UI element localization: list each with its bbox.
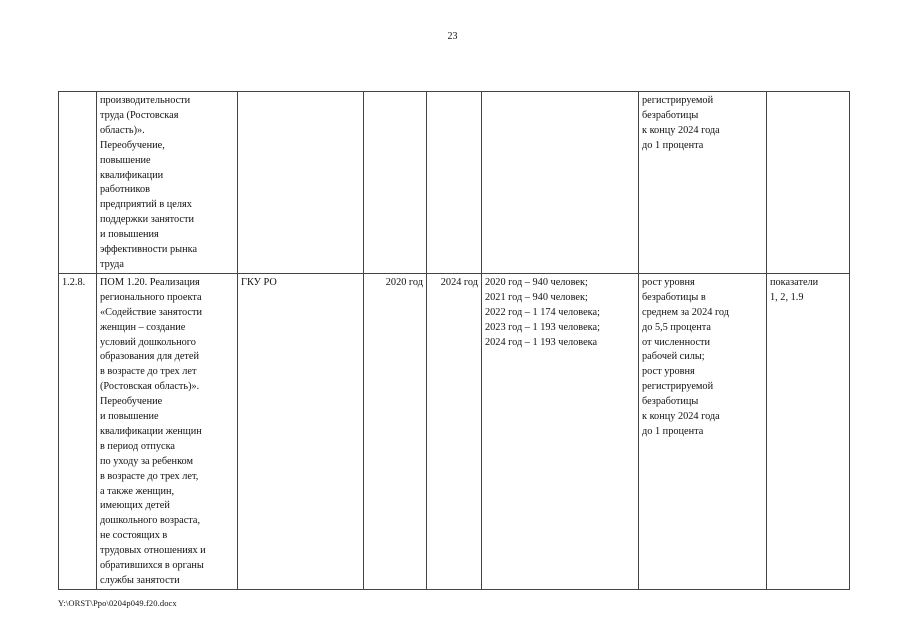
start-year-cell: 2020 год: [364, 273, 427, 589]
end-year-cell: [427, 92, 482, 274]
executor-cell: [238, 92, 364, 274]
document-file-path: Y:\ORST\Ppo\0204p049.f20.docx: [58, 598, 177, 608]
table-row: [59, 92, 850, 274]
expected-result-cell: рост уровня безработицы в среднем за 2024 год до 5,5 процента от численности рабочей силы; рост уровня регистрируемой безработицы к концу 2024 года до 1 процента: [639, 273, 767, 589]
row-number-cell: [59, 92, 97, 274]
activity-name-cell: ПОМ 1.20. Реализация регионального проекта «Содействие занятости женщин – создание условий дошкольного образования для детей в возрасте до трех лет (Ростовская область)». Переобучение и повышение квалификации женщин в период отпуска по уходу за ребенком в возрасте до трех лет, а также женщин, имеющих детей дошкольного возраста, не состоящих в трудовых отношениях и обратившихся в органы службы занятости: [97, 273, 238, 589]
start-year-cell: [364, 92, 427, 274]
end-year-cell: 2024 год: [427, 273, 482, 589]
activity-name-cell: производительности труда (Ростовская область)». Переобучение, повышение квалификации работников предприятий в целях поддержки занятости и повышения эффективности рынка труда: [97, 92, 238, 274]
table-row: [59, 273, 850, 589]
executor-cell: ГКУ РО: [238, 273, 364, 589]
targets-cell: 2020 год – 940 человек; 2021 год – 940 человек; 2022 год – 1 174 человека; 2023 год – 1 193 человека; 2024 год – 1 193 человека: [482, 273, 639, 589]
expected-result-cell: регистрируемой безработицы к концу 2024 года до 1 процента: [639, 92, 767, 274]
row-number-cell: 1.2.8.: [59, 273, 97, 589]
targets-cell: [482, 92, 639, 274]
page-number: 23: [447, 31, 458, 42]
program-activities-table: [58, 91, 850, 590]
indicators-cell: показатели 1, 2, 1.9: [767, 273, 850, 589]
indicators-cell: [767, 92, 850, 274]
